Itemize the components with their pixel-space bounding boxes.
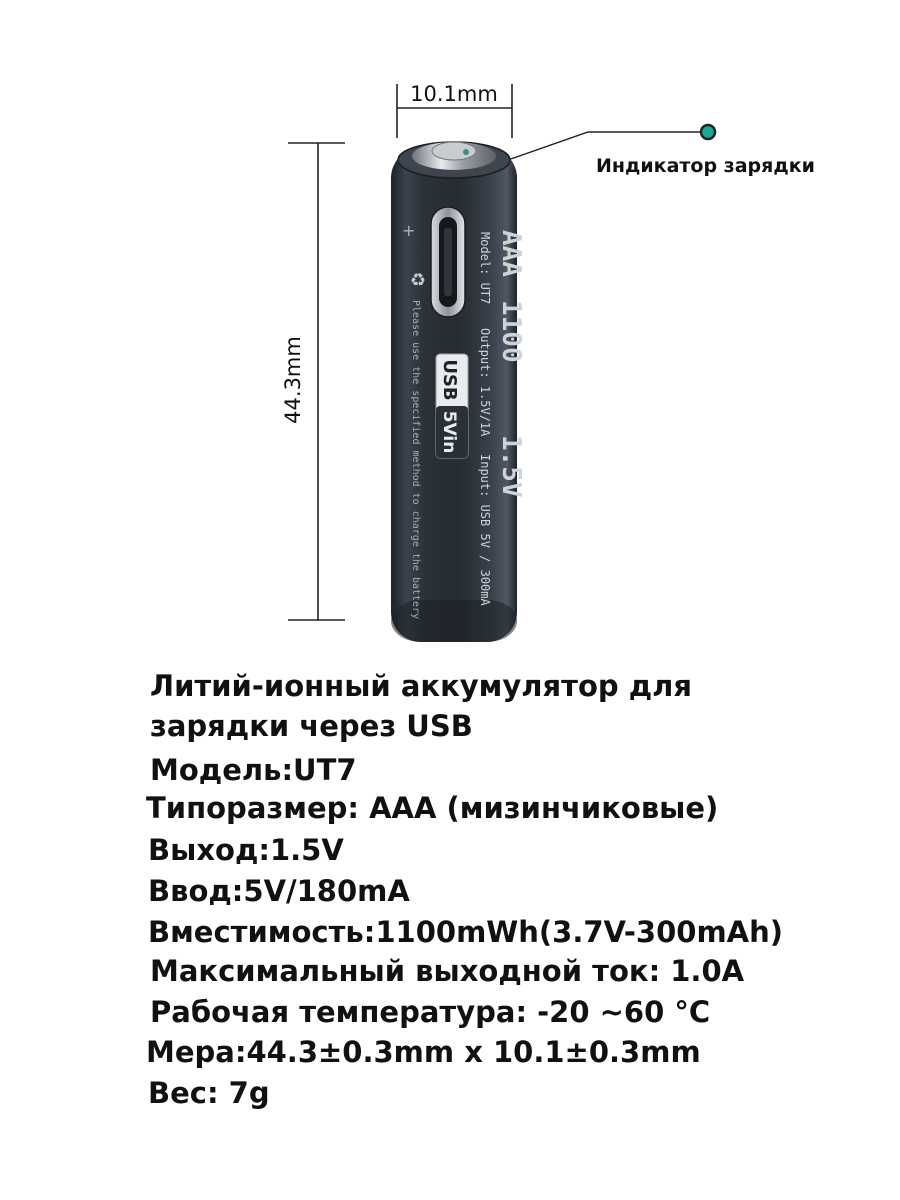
length-dimension-label: 44.3mm	[281, 336, 305, 424]
length-dimension	[281, 143, 345, 620]
svg-text:1.5V: 1.5V	[496, 435, 526, 498]
spec-model: Модель:UT7	[150, 753, 357, 787]
svg-text:AAA: AAA	[496, 230, 526, 277]
spec-size: Типоразмер: AAA (мизинчиковые)	[146, 791, 719, 825]
svg-text:Please use the specified metho: Please use the specified method to charge the battery	[410, 300, 421, 620]
usb-badge-sublabel: 5Vin	[439, 410, 459, 454]
battery-print-instruction	[410, 300, 421, 619]
spec-output: Выход:1.5V	[148, 833, 344, 867]
spec-title-line2: зарядки через USB	[150, 709, 473, 743]
usb-badge-label: USB	[439, 359, 460, 401]
indicator-dot-icon	[701, 125, 715, 139]
battery	[391, 142, 526, 642]
svg-text:Input: USB 5V / 300mA: Input: USB 5V / 300mA	[478, 454, 492, 606]
usb-badge	[436, 354, 468, 458]
spec-dimensions: Мера:44.3±0.3mm x 10.1±0.3mm	[146, 1035, 701, 1069]
width-dimension-label: 10.1mm	[410, 82, 498, 106]
spec-capacity: Вместимость:1100mWh(3.7V-300mAh)	[148, 915, 784, 949]
charge-indicator-label: Индикатор зарядки	[596, 155, 815, 177]
usb-c-port-icon	[431, 207, 465, 317]
spec-input: Ввод:5V/180mA	[148, 874, 410, 908]
plus-icon: +	[402, 221, 416, 240]
recycle-icon: ♻	[410, 270, 427, 291]
width-dimension	[397, 82, 512, 138]
battery-print-model	[478, 232, 492, 606]
svg-text:Model: UT7: Model: UT7	[478, 232, 492, 305]
spec-title-line1: Литий-ионный аккумулятор для	[150, 669, 693, 703]
svg-text:1100: 1100	[496, 300, 526, 363]
spec-max-current: Максимальный выходной ток: 1.0A	[150, 954, 745, 988]
charge-indicator-icon	[463, 149, 469, 155]
spec-weight: Вес: 7g	[148, 1076, 270, 1110]
svg-text:Output: 1.5V/1A: Output: 1.5V/1A	[478, 328, 492, 437]
spec-temperature: Рабочая температура: -20 ~60 °C	[150, 995, 711, 1029]
